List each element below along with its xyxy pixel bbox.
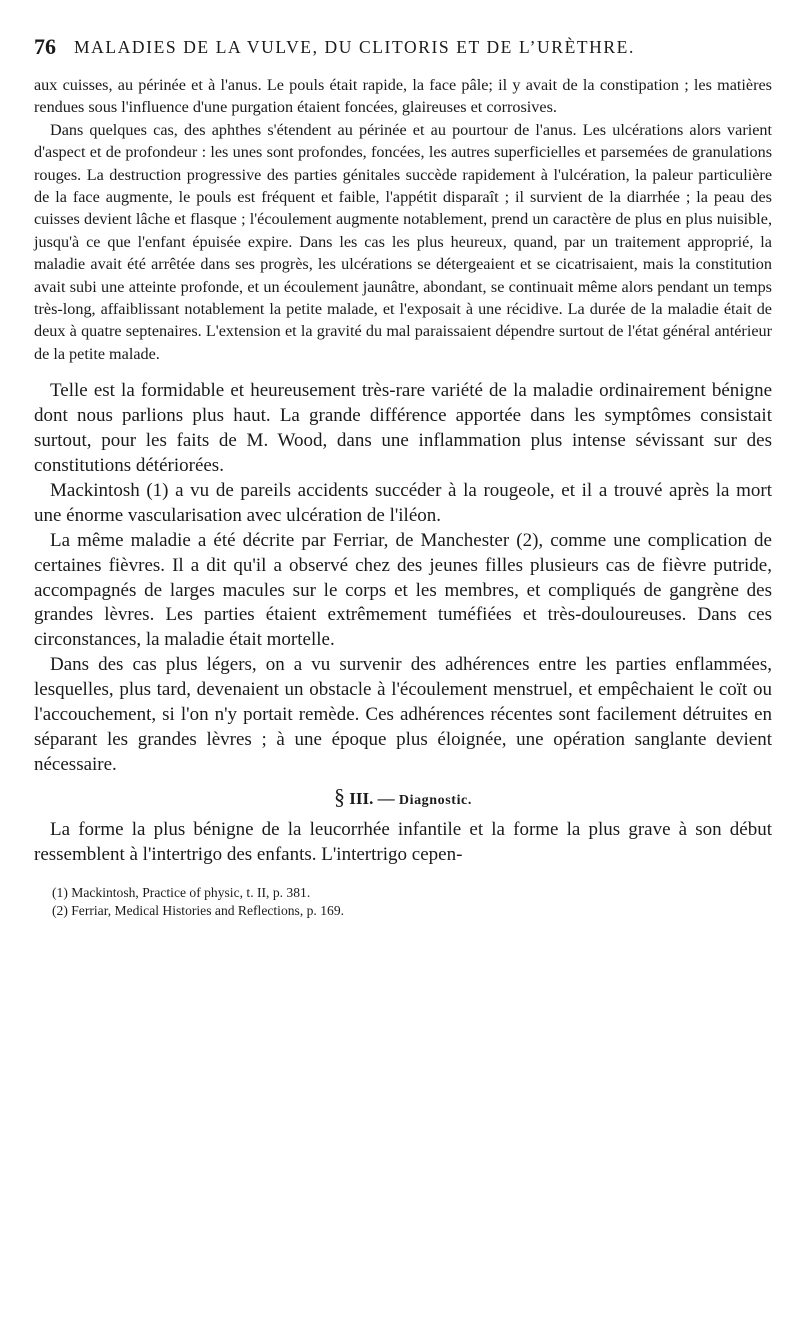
paragraph: aux cuisses, au périnée et à l'anus. Le pouls était rapide, la face pâle; il y avait de la constipation ; les matières rendues sous l'influence d'une purgation étaient foncées, glaireuses et corrosives. xyxy=(34,76,772,117)
page-number: 76 xyxy=(34,34,56,59)
footnote: (2) Ferriar, Medical Histories and Reflections, p. 169. xyxy=(52,903,345,919)
section-title: Diagnostic. xyxy=(398,792,472,808)
paragraph: La forme la plus bénigne de la leucorrhée infantile et la forme la plus grave à son début ressemblent à l'intertrigo des enfants. L'intertrigo cepen- xyxy=(34,818,772,865)
section-heading xyxy=(34,784,772,810)
footnotes xyxy=(34,884,772,921)
paragraph: Dans quelques cas, des aphthes s'étendent au périnée et au pourtour de l'anus. Les ulcérations alors varient d'aspect et de profondeur : les unes sont profondes, foncées, les autres superficielles et parsemées de granulations rouges. La destruction progressive des parties génitales succède rapidement à l'ulcération, la paleur particulière de la face augmente, le pouls est fréquent et faible, l'appétit disparaît ; il survient de la diarrhée ; la peau des cuisses devient lâche et flasque ; l'écoulement augmente notablement, prend un caractère de plus en plus nuisible, jusqu'à ce que l'enfant épuisée expire. Dans les cas les plus heureux, quand, par un traitement approprié, la maladie avait été arrêtée dans ses progrès, les ulcérations se détergeaient et se cicatrisaient, mais la constitution avait subi une atteinte profonde, et un écoulement jaunâtre, abondant, se continuait même alors pendant un temps très-long, affaiblissant notablement la petite malade, et l'exposait à une récidive. La durée de la maladie était de deux à quatre septenaires. L'extension et la gravité du mal paraissaient dépendre surtout de l'état général antérieur de la petite malade. xyxy=(34,120,772,363)
body-text xyxy=(34,74,772,921)
paragraph: La même maladie a été décrite par Ferriar, de Manchester (2), comme une complication de certaines fièvres. Il a dit qu'il a observé chez des jeunes filles plusieurs cas de fièvre putride, accompagnés de larges macules sur le corps et les membres, et compliqués de gangrène des grandes lèvres. Les parties étaient extrêmement tuméfiées et très-douloureuses. Dans ces circonstances, la maladie était mortelle. xyxy=(34,529,772,651)
running-title: MALADIES DE LA VULVE, DU CLITORIS ET DE L’URÈTHRE. xyxy=(74,37,635,57)
paragraph: Dans des cas plus légers, on a vu survenir des adhérences entre les parties enflammées, lesquelles, plus tard, devenaient un obstacle à l'écoulement menstruel, et empêchaient le coït ou l'accouchement, si l'on n'y portait remède. Ces adhérences récentes sont facilement détruites en séparant les grandes lèvres ; à une époque plus éloignée, une opération sanglante devient nécessaire. xyxy=(34,654,772,775)
footnote: (1) Mackintosh, Practice of physic, t. II, p. 381. xyxy=(52,884,311,900)
section-number: III. xyxy=(349,788,374,808)
section-dash: — xyxy=(377,788,395,808)
paragraph: Mackintosh (1) a vu de pareils accidents succéder à la rougeole, et il a trouvé après la mort une énorme vascularisation avec ulcération de l'iléon. xyxy=(34,479,772,526)
main-text-section xyxy=(34,379,772,867)
small-print-section xyxy=(34,74,772,365)
paragraph: Telle est la formidable et heureusement très-rare variété de la maladie ordinairement bénigne dont nous parlions plus haut. La grande différence apportée dans les symptômes consistait surtout, pour les faits de M. Wood, dans une inflammation plus intense sévissant sur des constitutions détériorées. xyxy=(34,380,772,476)
section-symbol: § xyxy=(334,783,346,809)
page-header xyxy=(34,34,774,60)
